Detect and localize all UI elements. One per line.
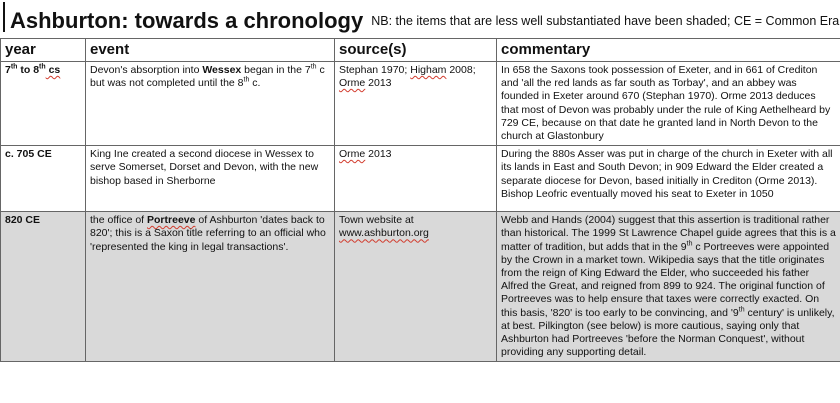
- source-cell: Orme 2013: [335, 146, 497, 212]
- text-cursor: [3, 2, 5, 32]
- year-cell: c. 705 CE: [1, 146, 86, 212]
- column-header-sources: source(s): [335, 39, 497, 62]
- event-cell: King Ine created a second diocese in Wessex to serve Somerset, Dorset and Devon, with the new bishop based in Sherborne: [86, 146, 335, 212]
- source-cell: Stephan 1970; Higham 2008; Orme 2013: [335, 62, 497, 146]
- column-header-event: event: [86, 39, 335, 62]
- chronology-table: [0, 38, 840, 362]
- event-cell: Devon's absorption into Wessex began in the 7th c but was not completed until the 8th c.: [86, 62, 335, 146]
- source-cell: Town website at www.ashburton.org: [335, 212, 497, 362]
- table-row: [1, 146, 840, 212]
- commentary-cell: During the 880s Asser was put in charge of the church in Exeter with all its lands in East and South Devon; in 909 Edward the Elder created a separate diocese for Devon, based initially in Crediton (Orme 2013). Bishop Leofric eventually moved his seat to Exeter in 1050: [497, 146, 840, 212]
- commentary-cell: Webb and Hands (2004) suggest that this assertion is traditional rather than historical. The 1999 St Lawrence Chapel guide agrees that this is a matter of tradition, but adds that in the 9th c Portreeves were appointed by the Crown in a market town. Wikipedia says that the title originates from the reign of King Edward the Elder, who succeeded his father Alfred the Great, and reigned from 899 to 924. The original function of Portreeves was to help ensure that taxes were correctly exacted. On this basis, '820' is too early to be convincing, and '9th century' is unlikely, at best. Pilkington (see below) is more cautious, saying only that Ashburton had Portreeves 'before the Norman Conquest', without providing any supporting detail.: [497, 212, 840, 362]
- page-title: Ashburton: towards a chronology: [10, 8, 364, 33]
- column-header-year: year: [1, 39, 86, 62]
- year-cell: 7th to 8th cs: [1, 62, 86, 146]
- table-row: [1, 212, 840, 362]
- title-note: NB: the items that are less well substantiated have been shaded; CE = Common Era: [371, 14, 840, 28]
- event-cell: the office of Portreeve of Ashburton 'dates back to 820'; this is a Saxon title referring to an official who 'represented the king in legal transactions'.: [86, 212, 335, 362]
- website-link[interactable]: www.ashburton.org: [339, 227, 429, 240]
- commentary-cell: In 658 the Saxons took possession of Exeter, and in 661 of Crediton and 'all the red lands as far south as Torbay', and an abbey was founded in Exeter around 670 (Stephan 1970). Orme 2013 deduces that most of Devon was probably under the rule of King Aethelheard by 729 CE, because on that date he granted land in North Devon to the church at Glastonbury: [497, 62, 840, 146]
- title-row: [0, 0, 840, 36]
- column-header-commentary: commentary: [497, 39, 840, 62]
- table-header-row: [1, 39, 840, 62]
- year-cell: 820 CE: [1, 212, 86, 362]
- table-row: [1, 62, 840, 146]
